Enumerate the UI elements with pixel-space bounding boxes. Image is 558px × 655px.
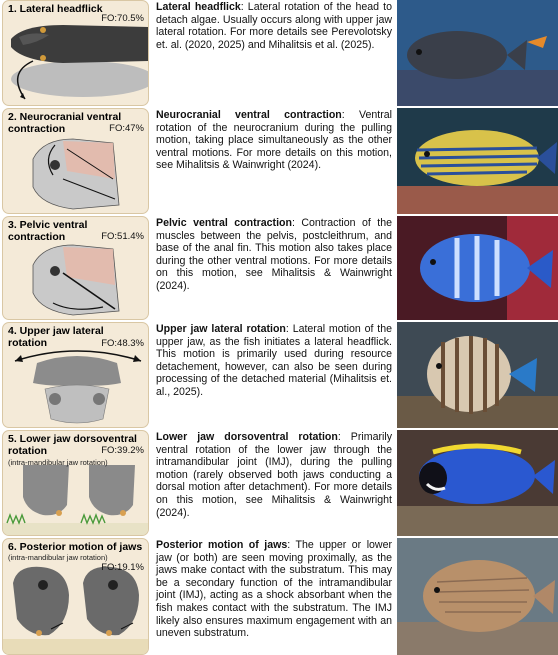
illustration-panel: [2, 430, 149, 536]
row-posterior-motion-of-jaws: [0, 538, 558, 655]
frequency-label: FO:48.3%: [101, 338, 144, 349]
frequency-label: FO:70.5%: [101, 13, 144, 24]
bristletooth-surgeonfish-photo-icon: [397, 538, 558, 655]
panel-subtitle: (intra-mandibular jaw rotation): [8, 458, 108, 467]
row-lower-jaw-dorsoventral-rotation: [0, 430, 558, 536]
panel-title: 2. Neurocranial ventral contraction: [8, 111, 122, 135]
panel-title: 3. Pelvic ventral contraction: [8, 219, 88, 243]
panel-subtitle: (intra-mandibular jaw rotation): [8, 553, 108, 562]
row-lateral-headflick: [0, 0, 558, 106]
powder-blue-tang-photo-icon: [397, 430, 558, 536]
illustration-panel: [2, 322, 149, 428]
description-text: : Lateral rotation of the head to detach algae. Usually occurs along with upper jaw lateral rotation. For more details see Perevolotsky et. al. (2020, 2025) and Mihalitsis et al. (2025).: [156, 1, 392, 51]
description-term: Neurocranial ventral contraction: [156, 109, 342, 121]
fish-photo: [397, 0, 558, 106]
fish-photo: [397, 430, 558, 536]
frequency-label: FO:51.4%: [101, 231, 144, 242]
description: [156, 431, 392, 519]
frequency-label: FO:19.1%: [101, 562, 144, 573]
illustration-panel: [2, 216, 149, 320]
frequency-label: FO:39.2%: [101, 445, 144, 456]
description-text: : Contraction of the muscles between the pelvis, postcleithrum, and base of the anal fin. This motion also takes place during the other ventral motions. For more details on this motion, see Mihalitsis & Wainwright (2024).: [156, 217, 393, 292]
fish-photo: [397, 538, 558, 655]
fish-photo: [397, 108, 558, 214]
description-text: : The upper or lower jaw (or both) are seen moving proximally, as the jaws make contact with the substratum. This may be a secondary function of the intramandibular joint (IMJ), acting as a shock absorbant when the fish makes contact with the substratum. The IMJ likely also ensures maximum engagement with an uneven substratum.: [156, 539, 393, 640]
row-upper-jaw-lateral-rotation: [0, 322, 558, 428]
panel-title: 6. Posterior motion of jaws: [8, 541, 143, 553]
description-term: Pelvic ventral contraction: [156, 217, 292, 229]
illustration-panel: [2, 538, 149, 655]
panel-title: 4. Upper jaw lateral rotation: [8, 325, 104, 349]
striped-surgeonfish-photo-icon: [397, 108, 558, 214]
unicornfish-photo-icon: [397, 0, 558, 106]
description-term: Upper jaw lateral rotation: [156, 323, 286, 335]
illustration-panel: [2, 0, 149, 106]
row-neurocranial-ventral-contraction: [0, 108, 558, 214]
frequency-label: FO:47%: [109, 123, 144, 134]
description: [156, 109, 392, 172]
panel-title: 1. Lateral headflick: [8, 3, 103, 15]
description: [156, 539, 392, 640]
fish-photo: [397, 216, 558, 320]
banded-surgeonfish-photo-icon: [397, 322, 558, 428]
description: [156, 217, 392, 293]
description-term: Posterior motion of jaws: [156, 539, 288, 551]
row-pelvic-ventral-contraction: [0, 216, 558, 320]
panel-title: 5. Lower jaw dorsoventral rotation: [8, 433, 137, 457]
description-text: : Lateral motion of the upper jaw, as the fish initiates a lateral headflick. This motion is primarily used during resource detachement, however, can also be seen during processing of the detached material (Mihalitsis et. al., 2025).: [156, 323, 393, 398]
description-text: : Ventral rotation of the neurocranium during the pulling motion, taking place simultaneously as the other ventral motions. For more details on this motion, see Mihalitsis & Wainwright (2024).: [156, 109, 392, 172]
description-term: Lateral headflick: [156, 1, 241, 13]
description-text: : Primarily ventral rotation of the lower jaw through the intramandibular joint (IMJ), during the pulling motion (rarely observed both jaws conducting a dorsal motion after detachment). For more details on this motion, see Mihalitsis & Wainwright (2024).: [156, 431, 392, 519]
fish-photo: [397, 322, 558, 428]
description-term: Lower jaw dorsoventral rotation: [156, 431, 338, 443]
illustration-panel: [2, 108, 149, 214]
description: [156, 1, 392, 51]
blue-tang-photo-icon: [397, 216, 558, 320]
description: [156, 323, 392, 399]
